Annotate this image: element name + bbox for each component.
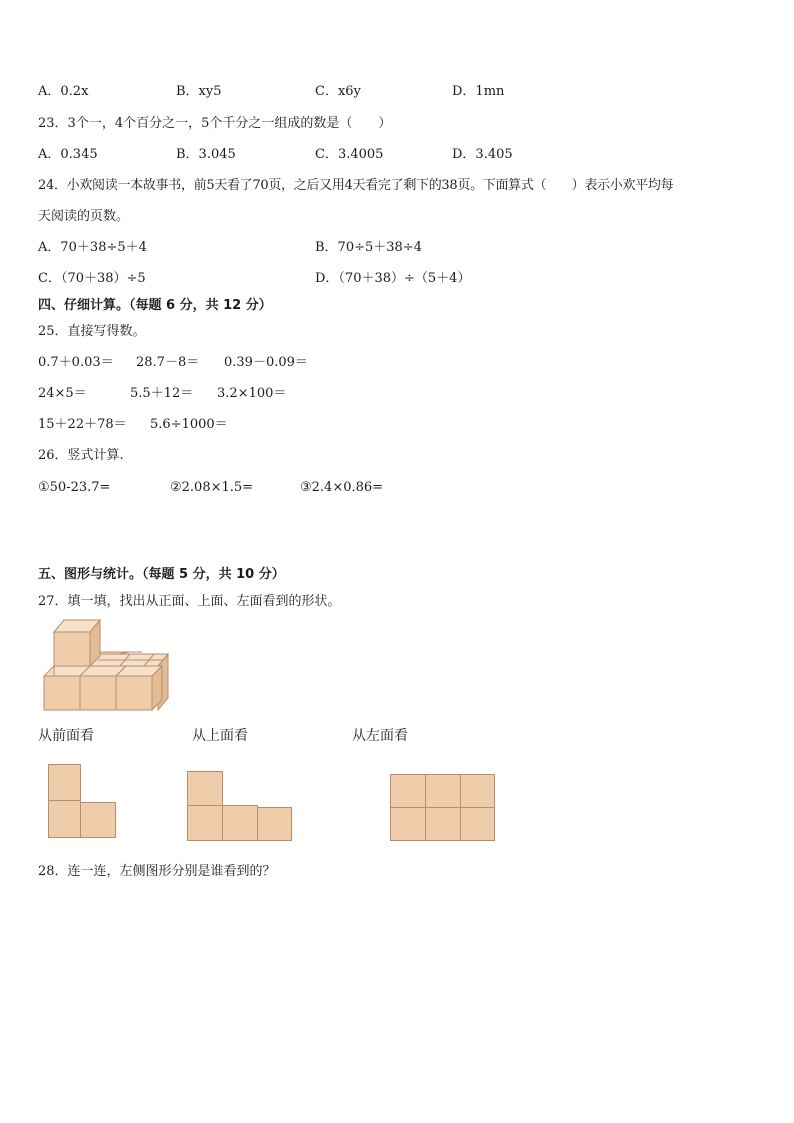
q25-problem: 5.6÷1000＝ xyxy=(150,417,228,432)
q23-text: 23．3个一，4个百分之一，5个千分之一组成的数是（ ） xyxy=(38,116,392,131)
left-view-label: 从左面看 xyxy=(352,728,408,744)
q26-item: ③2.4×0.86= xyxy=(300,480,384,495)
view-square xyxy=(390,774,426,808)
view-square xyxy=(80,802,116,838)
q25-problem: 0.39－0.09＝ xyxy=(224,355,308,370)
view-square xyxy=(48,800,81,838)
q24-option-d: D．（70＋38）÷（5＋4） xyxy=(315,271,471,286)
q24-text-line1: 24．小欢阅读一本故事书，前5天看了70页，之后又用4天看完了剩下的38页。下面算式（ ）表示小欢平均每 xyxy=(38,178,674,193)
q25-problem: 28.7－8＝ xyxy=(136,355,200,370)
q23-option-b: B．3.045 xyxy=(176,147,236,162)
cube-stack-figure xyxy=(40,618,172,714)
q26-text: 26．竖式计算. xyxy=(38,448,124,463)
q24-text-line2: 天阅读的页数。 xyxy=(38,209,130,224)
view-square xyxy=(460,774,495,808)
q23-option-d: D．3.405 xyxy=(452,147,513,162)
section4-title: 四、仔细计算。（每题 6 分，共 12 分） xyxy=(38,298,272,313)
q26-item: ①50-23.7= xyxy=(38,480,111,495)
q24-option-b: B．70÷5＋38÷4 xyxy=(315,240,422,255)
q25-problem: 0.7＋0.03＝ xyxy=(38,355,114,370)
q28-text: 28．连一连，左侧图形分别是谁看到的？ xyxy=(38,864,276,879)
q25-problem: 3.2×100＝ xyxy=(217,386,287,401)
view-square xyxy=(187,805,223,841)
q27-text: 27．填一填，找出从正面、上面、左面看到的形状。 xyxy=(38,594,341,609)
q25-problem: 5.5＋12＝ xyxy=(130,386,194,401)
front-view-label: 从前面看 xyxy=(38,728,94,744)
view-square xyxy=(187,771,223,806)
q22-option-b: B．xy5 xyxy=(176,84,222,99)
q25-problem: 24×5＝ xyxy=(38,386,87,401)
view-square xyxy=(48,764,81,801)
q24-option-a: A．70＋38÷5＋4 xyxy=(38,240,147,255)
view-square xyxy=(425,807,461,841)
section5-title: 五、图形与统计。（每题 5 分，共 10 分） xyxy=(38,567,285,582)
q24-option-c: C．（70＋38）÷5 xyxy=(38,271,146,286)
q22-option-a: A．0.2x xyxy=(38,84,89,99)
q23-option-a: A．0.345 xyxy=(38,147,98,162)
view-square xyxy=(460,807,495,841)
q22-option-d: D．1mn xyxy=(452,84,505,99)
q22-option-c: C．x6y xyxy=(315,84,361,99)
q26-item: ②2.08×1.5= xyxy=(170,480,254,495)
view-square xyxy=(222,805,258,841)
view-square xyxy=(425,774,461,808)
q25-problem: 15＋22＋78＝ xyxy=(38,417,127,432)
view-square xyxy=(257,807,292,841)
q23-option-c: C．3.4005 xyxy=(315,147,384,162)
top-view-label: 从上面看 xyxy=(192,728,248,744)
view-square xyxy=(390,807,426,841)
q25-text: 25．直接写得数。 xyxy=(38,324,146,339)
